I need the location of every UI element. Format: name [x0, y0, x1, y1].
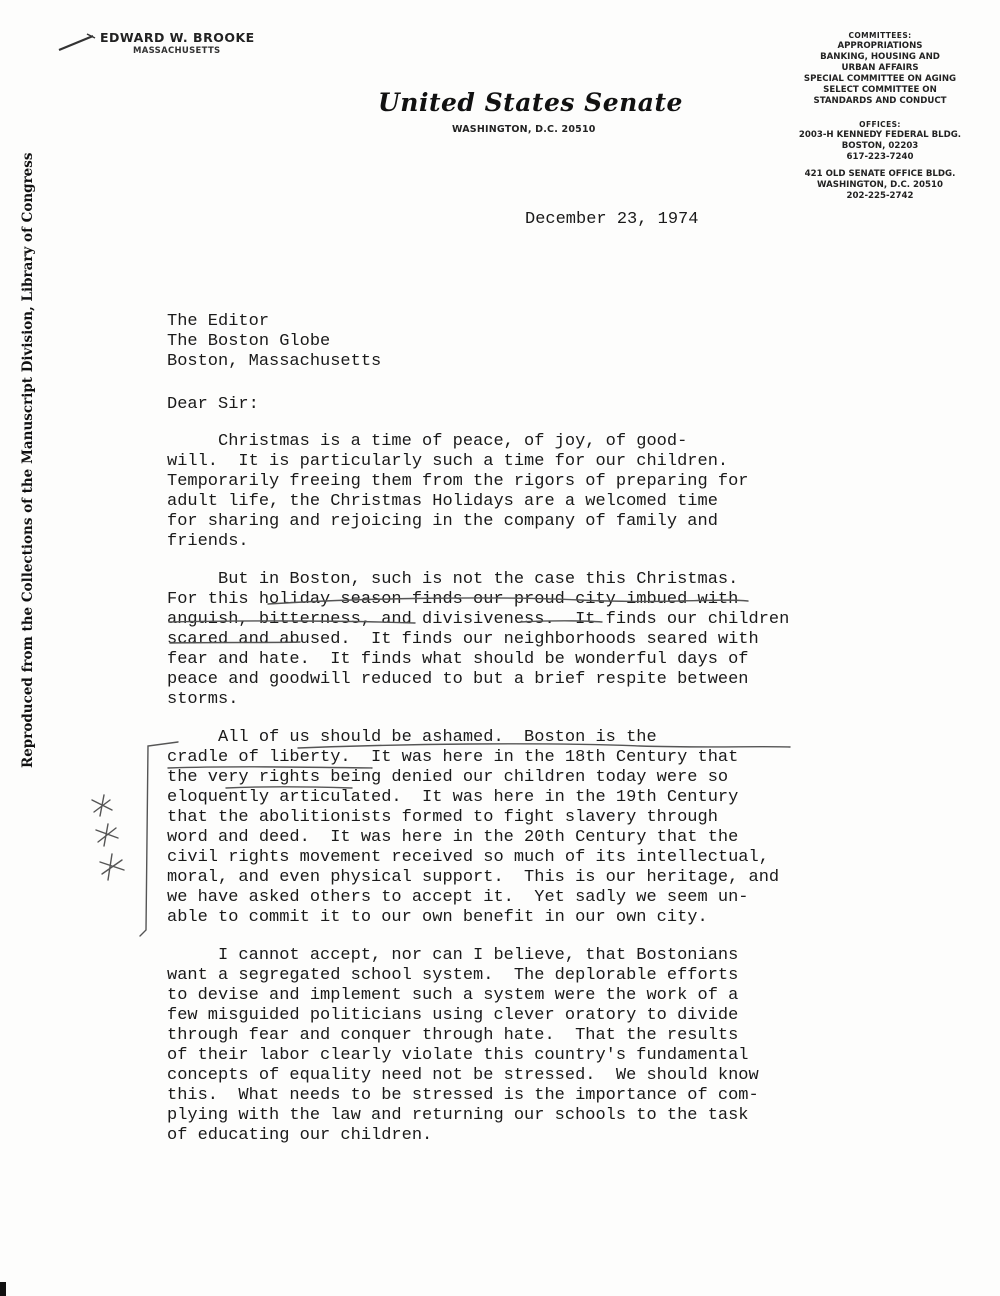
paragraph-line: Temporarily freeing them from the rigors of preparing for [167, 472, 749, 491]
paragraph-line: of their labor clearly violate this country's fundamental [167, 1046, 749, 1065]
paragraph-line: civil rights movement received so much of its intellectual, [167, 848, 769, 867]
paragraph-line: for sharing and rejoicing in the company of family and [167, 512, 718, 531]
committees-heading: COMMITTEES: [848, 31, 912, 40]
paragraph-line: I cannot accept, nor can I believe, that Bostonians [167, 946, 739, 965]
asterisk-mark [92, 795, 112, 816]
office-line: 421 OLD SENATE OFFICE BLDG. [804, 169, 956, 179]
paragraph-line: concepts of equality need not be stressed. We should know [167, 1066, 759, 1085]
committee-item: BANKING, HOUSING AND [820, 52, 940, 62]
scan-edge-mark [0, 1282, 6, 1296]
paragraph-line: storms. [167, 690, 239, 709]
paragraph-line: the very rights being denied our children today were so [167, 768, 729, 787]
office-line: WASHINGTON, D.C. 20510 [817, 180, 943, 190]
paragraph-line: we have asked others to accept it. Yet sadly we seem un- [167, 888, 749, 907]
letterhead-sidebar [780, 30, 980, 202]
paragraph-line: of educating our children. [167, 1126, 433, 1145]
paragraph-line: able to commit it to our own benefit in our own city. [167, 908, 708, 927]
committee-item: STANDARDS AND CONDUCT [813, 96, 947, 106]
paragraph-line: eloquently articulated. It was here in the 19th Century [167, 788, 739, 807]
paragraph-line: Christmas is a time of peace, of joy, of good- [167, 432, 688, 451]
office-line: 617-223-7240 [846, 152, 914, 162]
letterhead-title: United States Senate [378, 88, 683, 117]
paragraph-line: But in Boston, such is not the case this Christmas. [167, 570, 739, 589]
paragraph-line: adult life, the Christmas Holidays are a welcomed time [167, 492, 718, 511]
recipient-line: The Boston Globe [167, 332, 331, 351]
paragraph-line: few misguided politicians using clever oratory to divide [167, 1006, 739, 1025]
office-line: 2003-H KENNEDY FEDERAL BLDG. [798, 130, 962, 140]
paragraph-line: For this holiday season finds our proud city imbued with [167, 590, 739, 609]
letter-date: December 23, 1974 [525, 210, 699, 229]
paragraph-2 [167, 570, 789, 710]
paragraph-1 [167, 432, 749, 552]
committee-item: SELECT COMMITTEE ON [823, 85, 937, 95]
staple-mark [57, 30, 97, 54]
paragraph-line: peace and goodwill reduced to but a brief respite between [167, 670, 749, 689]
asterisk-mark [100, 854, 124, 880]
recipient-line: The Editor [167, 312, 270, 331]
paragraph-line: anguish, bitterness, and divisiveness. It finds our children [167, 610, 790, 629]
recipient-line: Boston, Massachusetts [167, 352, 382, 371]
paragraph-line: moral, and even physical support. This is our heritage, and [167, 868, 780, 887]
office-line: BOSTON, 02203 [841, 141, 919, 151]
offices-heading: OFFICES: [859, 120, 901, 129]
paragraph-line: fear and hate. It finds what should be wonderful days of [167, 650, 749, 669]
paragraph-line: will. It is particularly such a time for our children. [167, 452, 729, 471]
office-line: 202-225-2742 [846, 191, 914, 201]
paragraph-line: plying with the law and returning our schools to the task [167, 1106, 749, 1125]
paragraph-line: through fear and conquer through hate. That the results [167, 1026, 739, 1045]
salutation: Dear Sir: [167, 395, 259, 414]
paragraph-4 [167, 946, 759, 1146]
paragraph-3 [167, 728, 779, 928]
paragraph-line: to devise and implement such a system were the work of a [167, 986, 739, 1005]
paragraph-line: that the abolitionists formed to fight slavery through [167, 808, 718, 827]
letterhead-address: WASHINGTON, D.C. 20510 [452, 124, 596, 135]
paragraph-line: word and deed. It was here in the 20th Century that the [167, 828, 739, 847]
asterisk-mark [96, 824, 118, 846]
paragraph-line: want a segregated school system. The deplorable efforts [167, 966, 739, 985]
sender-name: EDWARD W. BROOKE [100, 30, 255, 45]
archive-credit: Reproduced from the Collections of the Manuscript Division, Library of Congress [20, 152, 36, 768]
paragraph-line: cradle of liberty. It was here in the 18th Century that [167, 748, 739, 767]
paragraph-line: friends. [167, 532, 249, 551]
committee-item: SPECIAL COMMITTEE ON AGING [803, 74, 957, 84]
paragraph-line: All of us should be ashamed. Boston is the [167, 728, 657, 747]
paragraph-line: scared and abused. It finds our neighborhoods seared with [167, 630, 759, 649]
sender-state: MASSACHUSETTS [133, 46, 221, 56]
committee-item: URBAN AFFAIRS [841, 63, 919, 73]
committee-item: APPROPRIATIONS [837, 41, 923, 51]
paragraph-line: this. What needs to be stressed is the importance of com- [167, 1086, 759, 1105]
